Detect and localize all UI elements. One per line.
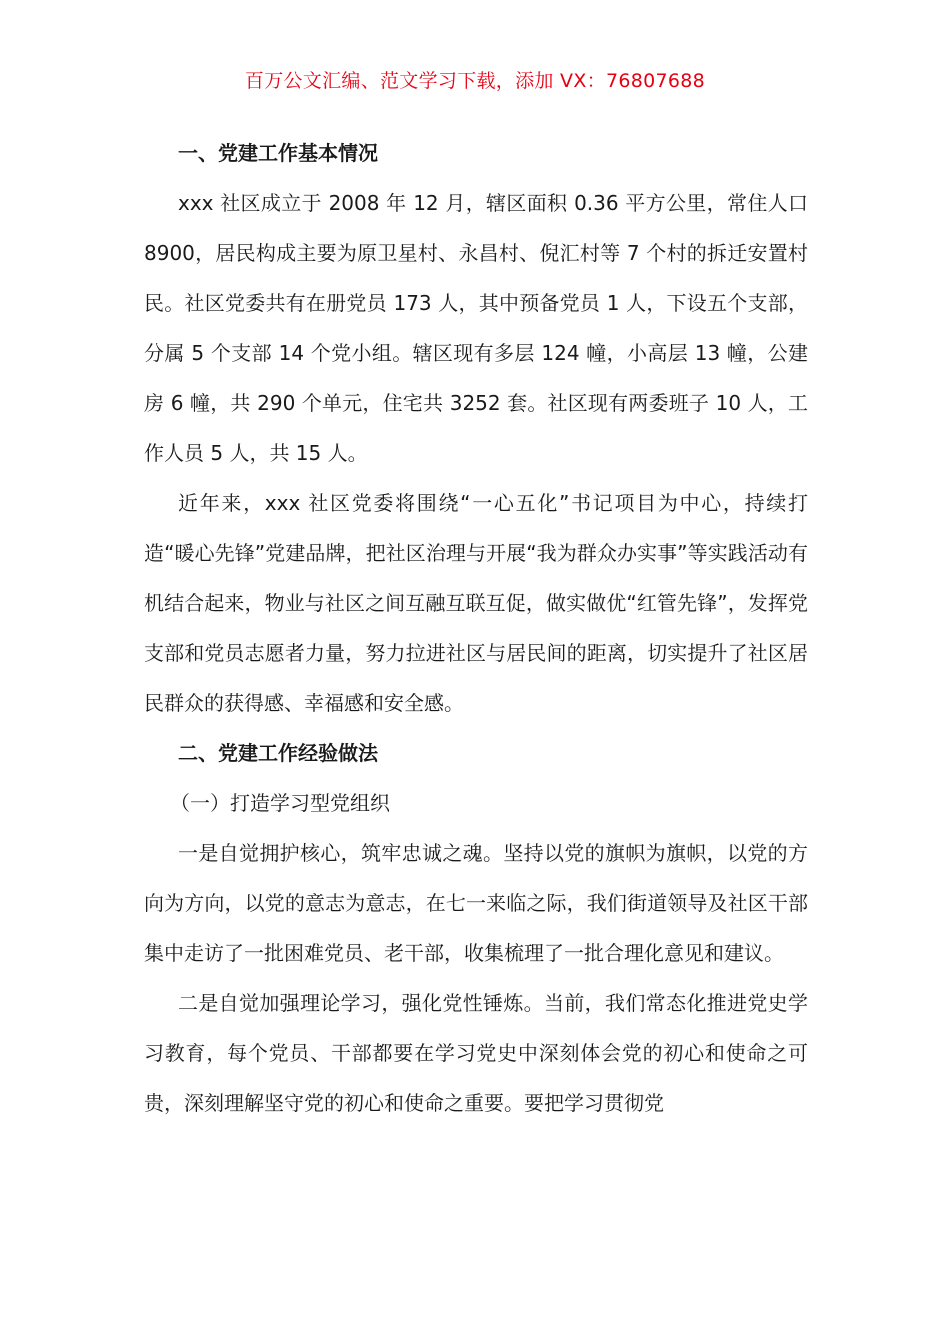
document-body (144, 128, 808, 1128)
paragraph-community-overview: xxx 社区成立于 2008 年 12 月，辖区面积 0.36 平方公里，常住人口 8900，居民构成主要为原卫星村、永昌村、倪汇村等 7 个村的拆迁安置村民。社区党委共有在册党员 173 人，其中预备党员 1 人，下设五个支部，分属 5 个支部 14 个党小组。辖区现有多层 124 幢，小高层 13 幢，公建房 6 幢，共 290 个单元，住宅共 3252 套。社区现有两委班子 10 人，工作人员 5 人，共 15 人。 (144, 191, 808, 465)
paragraph-recent-years: 近年来，xxx 社区党委将围绕“一心五化”书记项目为中心，持续打造“暖心先锋”党建品牌，把社区治理与开展“我为群众办实事”等实践活动有机结合起来，物业与社区之间互融互联互促，做实做优“红管先锋”，发挥党支部和党员志愿者力量，努力拉进社区与居民间的距离，切实提升了社区居民群众的获得感、幸福感和安全感。 (144, 491, 808, 715)
paragraph-first-point: 一是自觉拥护核心，筑牢忠诚之魂。坚持以党的旗帜为旗帜，以党的方向为方向，以党的意志为意志，在七一来临之际，我们街道领导及社区干部集中走访了一批困难党员、老干部，收集梳理了一批合理化意见和建议。 (144, 841, 808, 965)
watermark-banner: 百万公文汇编、范文学习下载，添加 VX：76807688 (244, 70, 706, 92)
subsection-heading-learning-org: （一）打造学习型党组织 (170, 791, 390, 815)
section-heading-basic-situation: 一、党建工作基本情况 (178, 141, 378, 165)
section-heading-experience: 二、党建工作经验做法 (178, 741, 378, 765)
paragraph-second-point: 二是自觉加强理论学习，强化党性锤炼。当前，我们常态化推进党史学习教育，每个党员、干部都要在学习党史中深刻体会党的初心和使命之可贵，深刻理解坚守党的初心和使命之重要。要把学习贯彻党 (144, 991, 808, 1115)
